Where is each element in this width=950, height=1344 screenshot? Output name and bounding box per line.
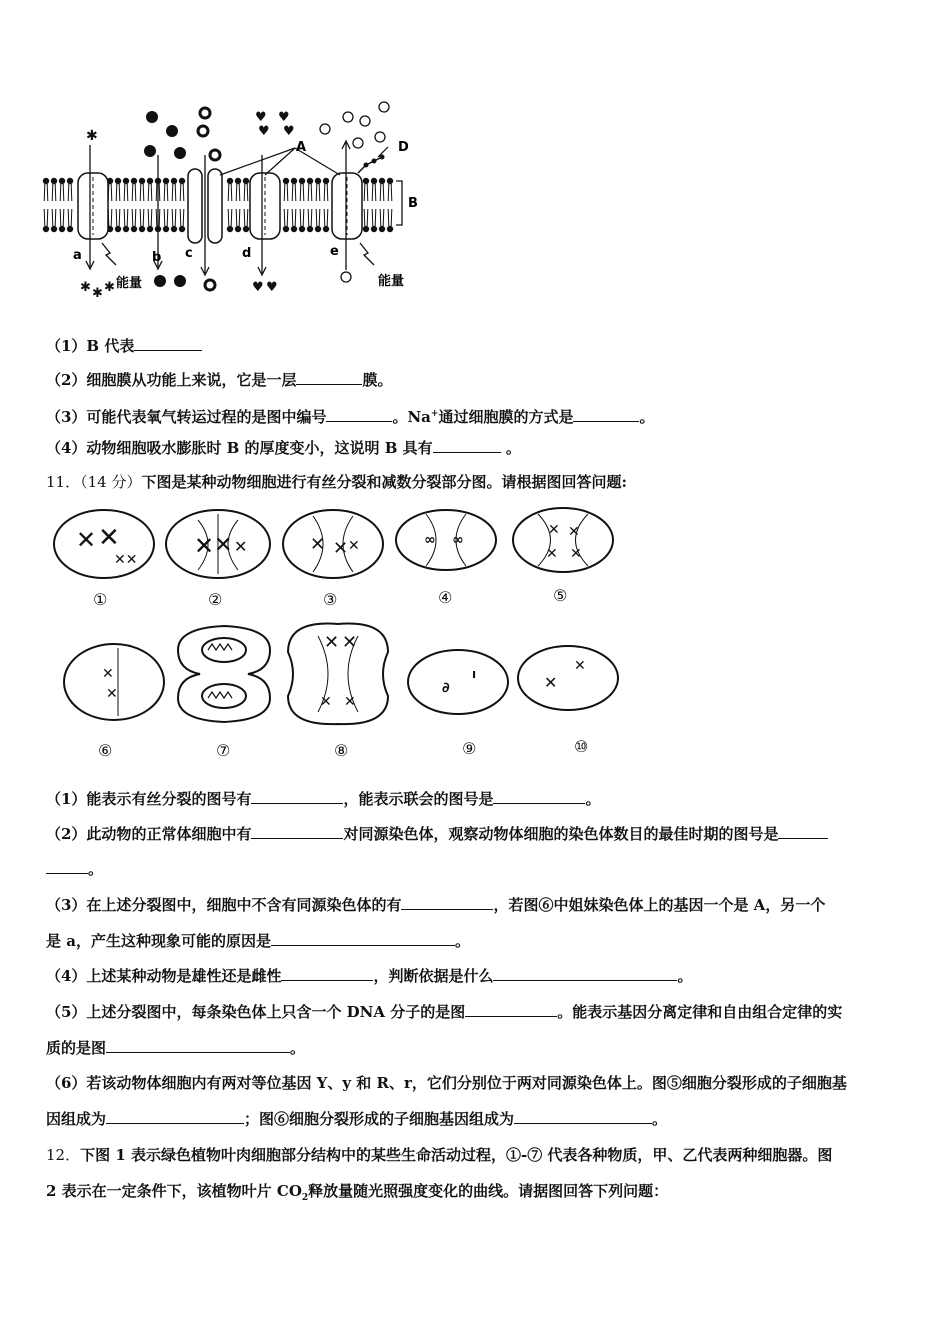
svg-text:✕: ✕ [98,523,120,553]
q10-s3-mid: 。Na [392,408,431,426]
svg-text:✱: ✱ [104,280,115,295]
answer-blank[interactable] [106,1109,244,1124]
svg-text:✕: ✕ [544,673,558,692]
lipid-head [291,178,297,201]
lipid-head [363,209,369,232]
caption-1: ① [93,590,108,609]
q11-s4-a: （4）上述某种动物是雄性还是雌性 [46,967,282,985]
caption-7: ⑦ [216,741,231,760]
q12-text-2b: 释放量随光照强度变化的曲线。请据图回答下列问题： [308,1182,669,1200]
lipid-head [115,209,121,232]
q12-line2 [46,1181,668,1208]
answer-blank[interactable] [573,407,639,422]
lipid-head [227,209,233,232]
lipid-head [299,178,305,201]
answer-blank[interactable] [514,1109,652,1124]
lipid-head [179,178,185,201]
q11-sub1 [46,789,600,809]
q10-s3-suffix: 。 [639,408,655,426]
q10-sub1 [46,336,202,356]
svg-text:✕: ✕ [546,546,558,562]
lipid-head [147,178,153,201]
svg-text:✕: ✕ [76,526,97,554]
label-b: b [152,250,162,265]
q11-s3-d: 。 [454,932,470,950]
answer-blank[interactable] [251,824,343,839]
lipid-head [43,178,49,201]
svg-text:✕: ✕ [102,666,114,682]
q10-sub3 [46,404,654,427]
svg-text:♥: ♥ [258,124,270,139]
lipid-head [307,178,313,201]
answer-blank[interactable] [465,1002,557,1017]
q11-stem [46,472,627,492]
q10-s2-suffix: 膜。 [362,371,393,389]
svg-text:✕: ✕ [234,537,248,556]
q10-sub2 [46,370,392,390]
q10-s3-mid2: 通过细胞膜的方式是 [438,408,574,426]
caption-9: ⑨ [462,739,477,758]
q11-s2-c: 。 [88,860,104,878]
label-B: B [408,196,418,211]
q11-sub6 [46,1073,847,1093]
lipid-head [171,178,177,201]
q11-s3-a: （3）在上述分裂图中，细胞中不含有同源染色体的有 [46,896,402,914]
svg-text:✱: ✱ [80,280,91,295]
answer-blank[interactable] [401,895,493,910]
q10-s4-text: （4）动物细胞吸水膨胀时 B 的厚度变小，这说明 B 具有 [46,439,433,457]
lipid-head [315,209,321,232]
lipid-head [243,209,249,232]
cell-6 [64,644,164,720]
energy-label-left: 能量 [116,276,143,291]
q12-text-1: 下图 1 表示绿色植物叶肉细胞部分结构中的某些生命活动过程，①-⑦ 代表各种物质，甲、乙代表两种细胞器。图 [80,1146,833,1164]
q11-sub2-cont [46,859,103,879]
lipid-head [243,178,249,201]
cell-5 [513,508,613,572]
lipid-head [51,209,57,232]
q11-number: 11．（14 分） [46,473,142,491]
lipid-head [363,178,369,201]
lipid-head [179,209,185,232]
label-A: A [296,140,307,155]
q12-line1 [46,1145,832,1165]
lipid-head [291,209,297,232]
q11-s6-b: 因组成为 [46,1110,107,1128]
bilayer-bracket [396,181,402,225]
cell-division-figure [48,502,648,764]
lipid-head [147,209,153,232]
q11-s5-b: 。能表示基因分离定律和自由组合定律的实 [557,1003,843,1021]
q11-s2-b: 对同源染色体，观察动物体细胞的染色体数目的最佳时期的图号是 [343,825,779,843]
caption-2: ② [208,590,223,609]
svg-text:✕✕: ✕✕ [114,552,138,568]
lipid-head [59,209,65,232]
label-c: c [185,246,193,261]
svg-text:✕: ✕ [568,524,580,540]
svg-text:∂: ∂ [442,680,450,696]
lipid-head [315,178,321,201]
answer-blank[interactable] [296,370,362,385]
lipid-head [235,209,241,232]
caption-8: ⑧ [334,741,349,760]
q10-s3-sup: + [430,409,439,419]
svg-text:∞: ∞ [424,532,436,548]
lipid-head [139,178,145,201]
lipid-head [323,209,329,232]
q11-sub2 [46,824,828,844]
caption-6: ⑥ [98,741,113,760]
answer-blank[interactable] [493,966,677,981]
answer-blank[interactable] [281,966,373,981]
svg-text:✕: ✕ [324,632,340,653]
q11-s1-a: （1）能表示有丝分裂的图号有 [46,790,252,808]
lipid-head [379,178,385,201]
svg-text:✕: ✕ [348,538,360,554]
q11-s1-c: 。 [585,790,601,808]
lipid-head [131,209,137,232]
lipid-head [227,178,233,201]
svg-text:∞: ∞ [452,532,464,548]
svg-text:✕: ✕ [333,538,349,559]
svg-text:♥: ♥ [255,110,267,125]
svg-text:✕: ✕ [548,522,560,538]
cell-4 [396,510,496,570]
lipid-head [67,209,73,232]
lipid-head [43,209,49,232]
label-D: D [398,140,409,155]
q11-s5-c: 质的是图 [46,1039,107,1057]
lipid-head [67,178,73,201]
svg-text:✕: ✕ [570,546,582,562]
lipid-head [235,178,241,201]
q10-s4-suffix: 。 [500,439,521,457]
label-e: e [330,244,339,259]
lipid-head [131,178,137,201]
label-a: a [73,248,82,263]
lipid-head [123,209,129,232]
q11-sub5-cont [46,1038,305,1058]
answer-blank[interactable] [433,438,501,453]
q10-s1-text: （1）B 代表 [46,337,135,355]
q11-s4-b: ，判断依据是什么 [373,967,494,985]
q11-s6-a: （6）若该动物体细胞内有两对等位基因 Y、y 和 R、r，它们分别位于两对同源染色体上。图⑤细胞分裂形成的子细胞基 [46,1074,847,1092]
q10-s2-text: （2）细胞膜从功能上来说，它是一层 [46,371,297,389]
svg-text:✕: ✕ [310,534,326,555]
q11-s5-a: （5）上述分裂图中，每条染色体上只含一个 DNA 分子的是图 [46,1003,466,1021]
q11-s6-c: ；图⑥细胞分裂形成的子细胞基因组成为 [244,1110,515,1128]
lipid-head [379,209,385,232]
answer-blank[interactable] [251,789,343,804]
protein-c-left [188,169,202,243]
lipid-head [283,209,289,232]
answer-blank[interactable] [271,931,455,946]
label-d: d [242,246,252,261]
q11-s3-c: 是 a，产生这种现象可能的原因是 [46,932,271,950]
svg-text:✕: ✕ [106,686,118,702]
protein-c-right [208,169,222,243]
cell-9 [408,650,508,714]
svg-text:✕: ✕ [194,532,215,560]
svg-text:✕: ✕ [320,694,332,710]
q11-sub5 [46,1002,842,1022]
lipid-head [163,178,169,201]
energy-label-right: 能量 [378,274,405,289]
svg-text:♥: ♥ [252,280,264,295]
answer-blank[interactable] [134,336,202,351]
svg-text:♥: ♥ [278,110,290,125]
q10-sub4 [46,438,521,458]
lipid-head [51,178,57,201]
answer-blank[interactable] [778,824,828,839]
q11-s1-b: ，能表示联会的图号是 [343,790,494,808]
q11-sub4 [46,966,692,986]
lipid-head [299,209,305,232]
svg-text:✕: ✕ [214,533,233,558]
cell-10 [518,646,618,710]
q11-s6-d: 。 [652,1110,668,1128]
lipid-head [371,178,377,201]
lipid-head [123,178,129,201]
answer-blank[interactable] [493,789,585,804]
lipid-head [371,209,377,232]
q10-s3-text: （3）可能代表氧气转运过程的是图中编号 [46,408,327,426]
q11-s5-d: 。 [290,1039,306,1057]
q11-sub6-cont [46,1109,667,1129]
lipid-head [163,209,169,232]
lipid-head [59,178,65,201]
lipid-head [283,178,289,201]
svg-text:ı: ı [472,667,477,681]
answer-blank[interactable] [46,859,88,874]
svg-text:♥: ♥ [266,280,278,295]
q11-s3-b: ，若图⑥中姐妹染色体上的基因一个是 A，另一个 [493,896,826,914]
q11-sub3 [46,895,825,915]
svg-text:✕: ✕ [574,658,586,674]
q11-stem-text: 下图是某种动物细胞进行有丝分裂和减数分裂部分图。请根据图回答问题: [141,473,627,491]
q12-number: 12． [46,1146,81,1164]
caption-5: ⑤ [553,586,568,605]
lipid-head [115,178,121,201]
caption-4: ④ [438,588,453,607]
svg-text:♥: ♥ [283,124,295,139]
membrane-figure [40,95,430,305]
caption-3: ③ [323,590,338,609]
lipid-head [323,178,329,201]
q12-text-2a: 2 表示在一定条件下，该植物叶片 CO [46,1182,302,1200]
svg-text:✱: ✱ [92,286,103,301]
lipid-head [387,209,393,232]
q11-s4-c: 。 [677,967,693,985]
q11-sub3-cont [46,931,470,951]
glycoprotein-chain [358,157,382,173]
caption-10: ⑩ [574,737,589,756]
answer-blank[interactable] [326,407,392,422]
q11-s2-a: （2）此动物的正常体细胞中有 [46,825,252,843]
q12-subscript: 2 [301,1193,309,1203]
lipid-head [171,209,177,232]
answer-blank[interactable] [106,1038,290,1053]
svg-text:✕: ✕ [344,694,356,710]
lipid-head [307,209,313,232]
svg-text:✕: ✕ [342,632,358,653]
lipid-head [387,178,393,201]
svg-text:✱: ✱ [86,128,98,144]
lipid-head [139,209,145,232]
